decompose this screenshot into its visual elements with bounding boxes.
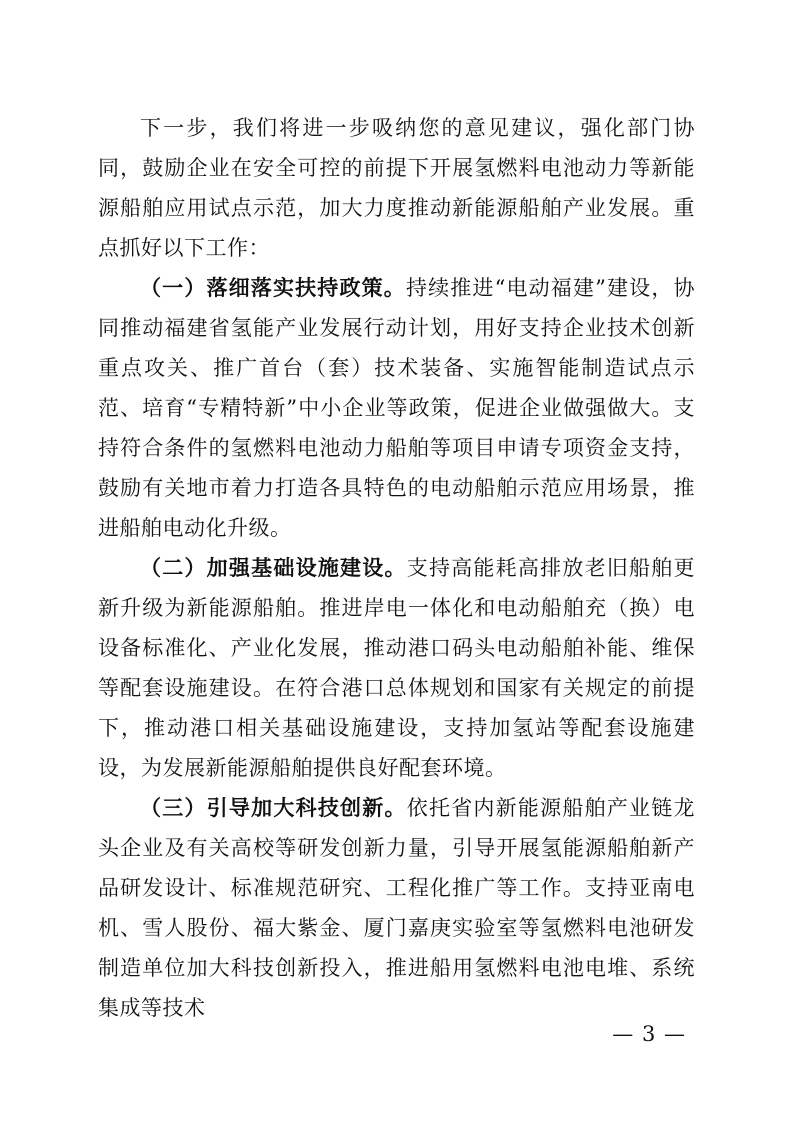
section-heading-1: （一）落细落实扶持政策。	[140, 276, 406, 300]
section-heading-2: （二）加强基础设施建设。	[140, 556, 407, 580]
paragraph-innovation-text: 依托省内新能源船舶产业链龙头企业及有关高校等研发创新力量，引导开展氢能源船舶新产品研发设计、标准规范研究、工程化推广等工作。支持亚南电机、雪人股份、福大紫金、厦门嘉庚实验室等氢燃料电池研发制造单位加大科技创新投入，推进船用氢燃料电池电堆、系统集成等技术	[98, 796, 695, 1020]
paragraph-intro	[98, 108, 695, 268]
paragraph-infrastructure	[98, 548, 695, 788]
paragraph-infrastructure-text: 支持高能耗高排放老旧船舶更新升级为新能源船舶。推进岸电一体化和电动船舶充（换）电设备标准化、产业化发展，推动港口码头电动船舶补能、维保等配套设施建设。在符合港口总体规划和国家有关规定的前提下，推动港口相关基础设施建设，支持加氢站等配套设施建设，为发展新能源船舶提供良好配套环境。	[98, 556, 695, 780]
page-number: — 3 —	[612, 1022, 686, 1046]
paragraph-intro-text: 下一步，我们将进一步吸纳您的意见建议，强化部门协同，鼓励企业在安全可控的前提下开展氢燃料电池动力等新能源船舶应用试点示范，加大力度推动新能源船舶产业发展。重点抓好以下工作：	[98, 116, 695, 260]
paragraph-policy-support	[98, 268, 695, 548]
paragraph-policy-support-text: 持续推进“电动福建”建设，协同推动福建省氢能产业发展行动计划，用好支持企业技术创新重点攻关、推广首台（套）技术装备、实施智能制造试点示范、培育“专精特新”中小企业等政策，促进企业做强做大。支持符合条件的氢燃料电池动力船舶等项目申请专项资金支持，鼓励有关地市着力打造各具特色的电动船舶示范应用场景，推进船舶电动化升级。	[98, 276, 695, 540]
section-heading-3: （三）引导加大科技创新。	[140, 796, 407, 820]
paragraph-innovation	[98, 788, 695, 1028]
